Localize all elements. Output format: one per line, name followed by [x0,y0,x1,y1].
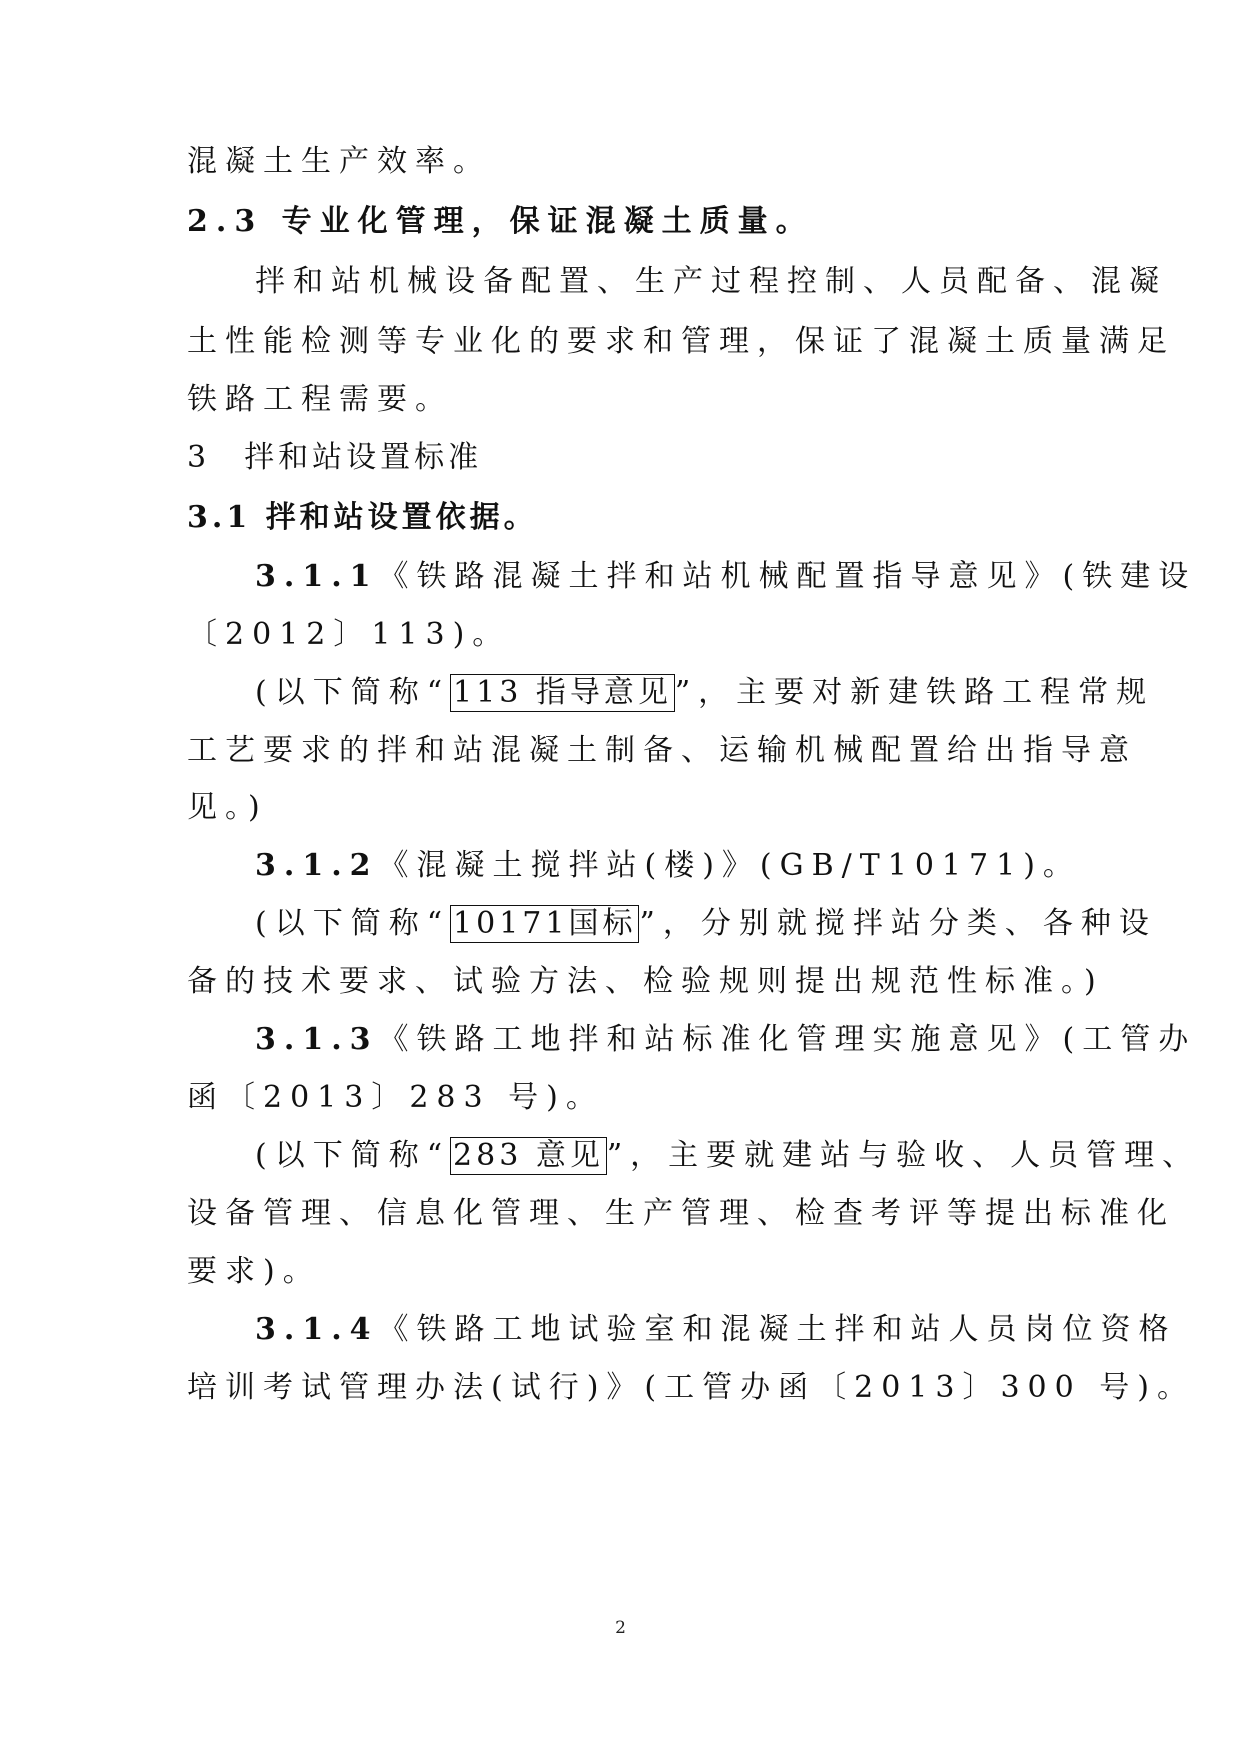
text: 要求)。 [187,1254,321,1289]
section-heading-3 [187,438,482,478]
heading-text: 2.3 专业化管理，保证混凝土质量。 [187,204,814,239]
paragraph-line [187,1252,321,1292]
paragraph-line [255,262,1167,302]
text: ”，分别就搅拌站分类、各种设 [639,906,1157,941]
paragraph-line [187,1368,1195,1408]
text: (以下简称“ [255,906,451,941]
paragraph-line [187,731,1137,771]
page-number: 2 [615,1618,626,1638]
clause-number: 3.1.1 [255,559,379,594]
text: 设备管理、信息化管理、生产管理、检查考评等提出标准化 [187,1196,1175,1231]
note-line [255,904,1157,944]
clause-3-1-1 [255,557,1196,597]
clause-3-1-4 [255,1310,1177,1350]
text: 混凝土生产效率。 [187,144,491,179]
note-line [255,673,1154,713]
section-heading-3-1 [187,498,538,538]
boxed-abbreviation: 10171国标 [450,905,639,943]
note-line [255,1136,1200,1176]
clause-text: 《铁路工地拌和站标准化管理实施意见》(工管办 [378,1022,1197,1057]
clause-text: 《铁路混凝土拌和站机械配置指导意见》(铁建设 [378,559,1197,594]
paragraph-line [187,1078,604,1118]
paragraph-line [187,142,491,182]
clause-number: 3.1.3 [255,1022,379,1057]
text: 备的技术要求、试验方法、检验规则提出规范性标准。) [187,964,1104,999]
clause-3-1-2 [255,846,1081,886]
text: 见。) [187,790,268,825]
text: 函〔2013〕283 号)。 [187,1080,604,1115]
clause-number: 3.1.2 [255,848,379,883]
paragraph-line [187,380,453,420]
paragraph-line [187,1194,1175,1234]
text: 〔2012〕113)。 [187,617,511,652]
boxed-abbreviation: 283 意见 [450,1137,607,1175]
clause-number: 3.1.4 [255,1312,379,1347]
text: 工艺要求的拌和站混凝土制备、运输机械配置给出指导意 [187,733,1137,768]
clause-text: 《铁路工地试验室和混凝土拌和站人员岗位资格 [378,1312,1177,1347]
text: (以下简称“ [255,1138,451,1173]
text: 土性能检测等专业化的要求和管理，保证了混凝土质量满足 [187,324,1175,359]
heading-text: 3 拌和站设置标准 [187,440,483,475]
text: ”，主要对新建铁路工程常规 [674,675,1155,710]
text: 拌和站机械设备配置、生产过程控制、人员配备、混凝 [255,264,1167,299]
clause-3-1-3 [255,1020,1196,1060]
text: 培训考试管理办法(试行)》(工管办函〔2013〕300 号)。 [187,1370,1195,1405]
section-heading-2-3 [187,202,814,242]
boxed-abbreviation: 113 指导意见 [450,674,675,712]
paragraph-line [187,788,268,828]
paragraph-line [187,615,510,655]
text: (以下简称“ [255,675,451,710]
paragraph-line [187,962,1104,1002]
text: 铁路工程需要。 [187,382,453,417]
text: ”，主要就建站与验收、人员管理、 [606,1138,1201,1173]
heading-text: 3.1 拌和站设置依据。 [187,500,538,535]
paragraph-line [187,322,1175,362]
clause-text: 《混凝土搅拌站(楼)》(GB/T10171)。 [378,848,1081,883]
